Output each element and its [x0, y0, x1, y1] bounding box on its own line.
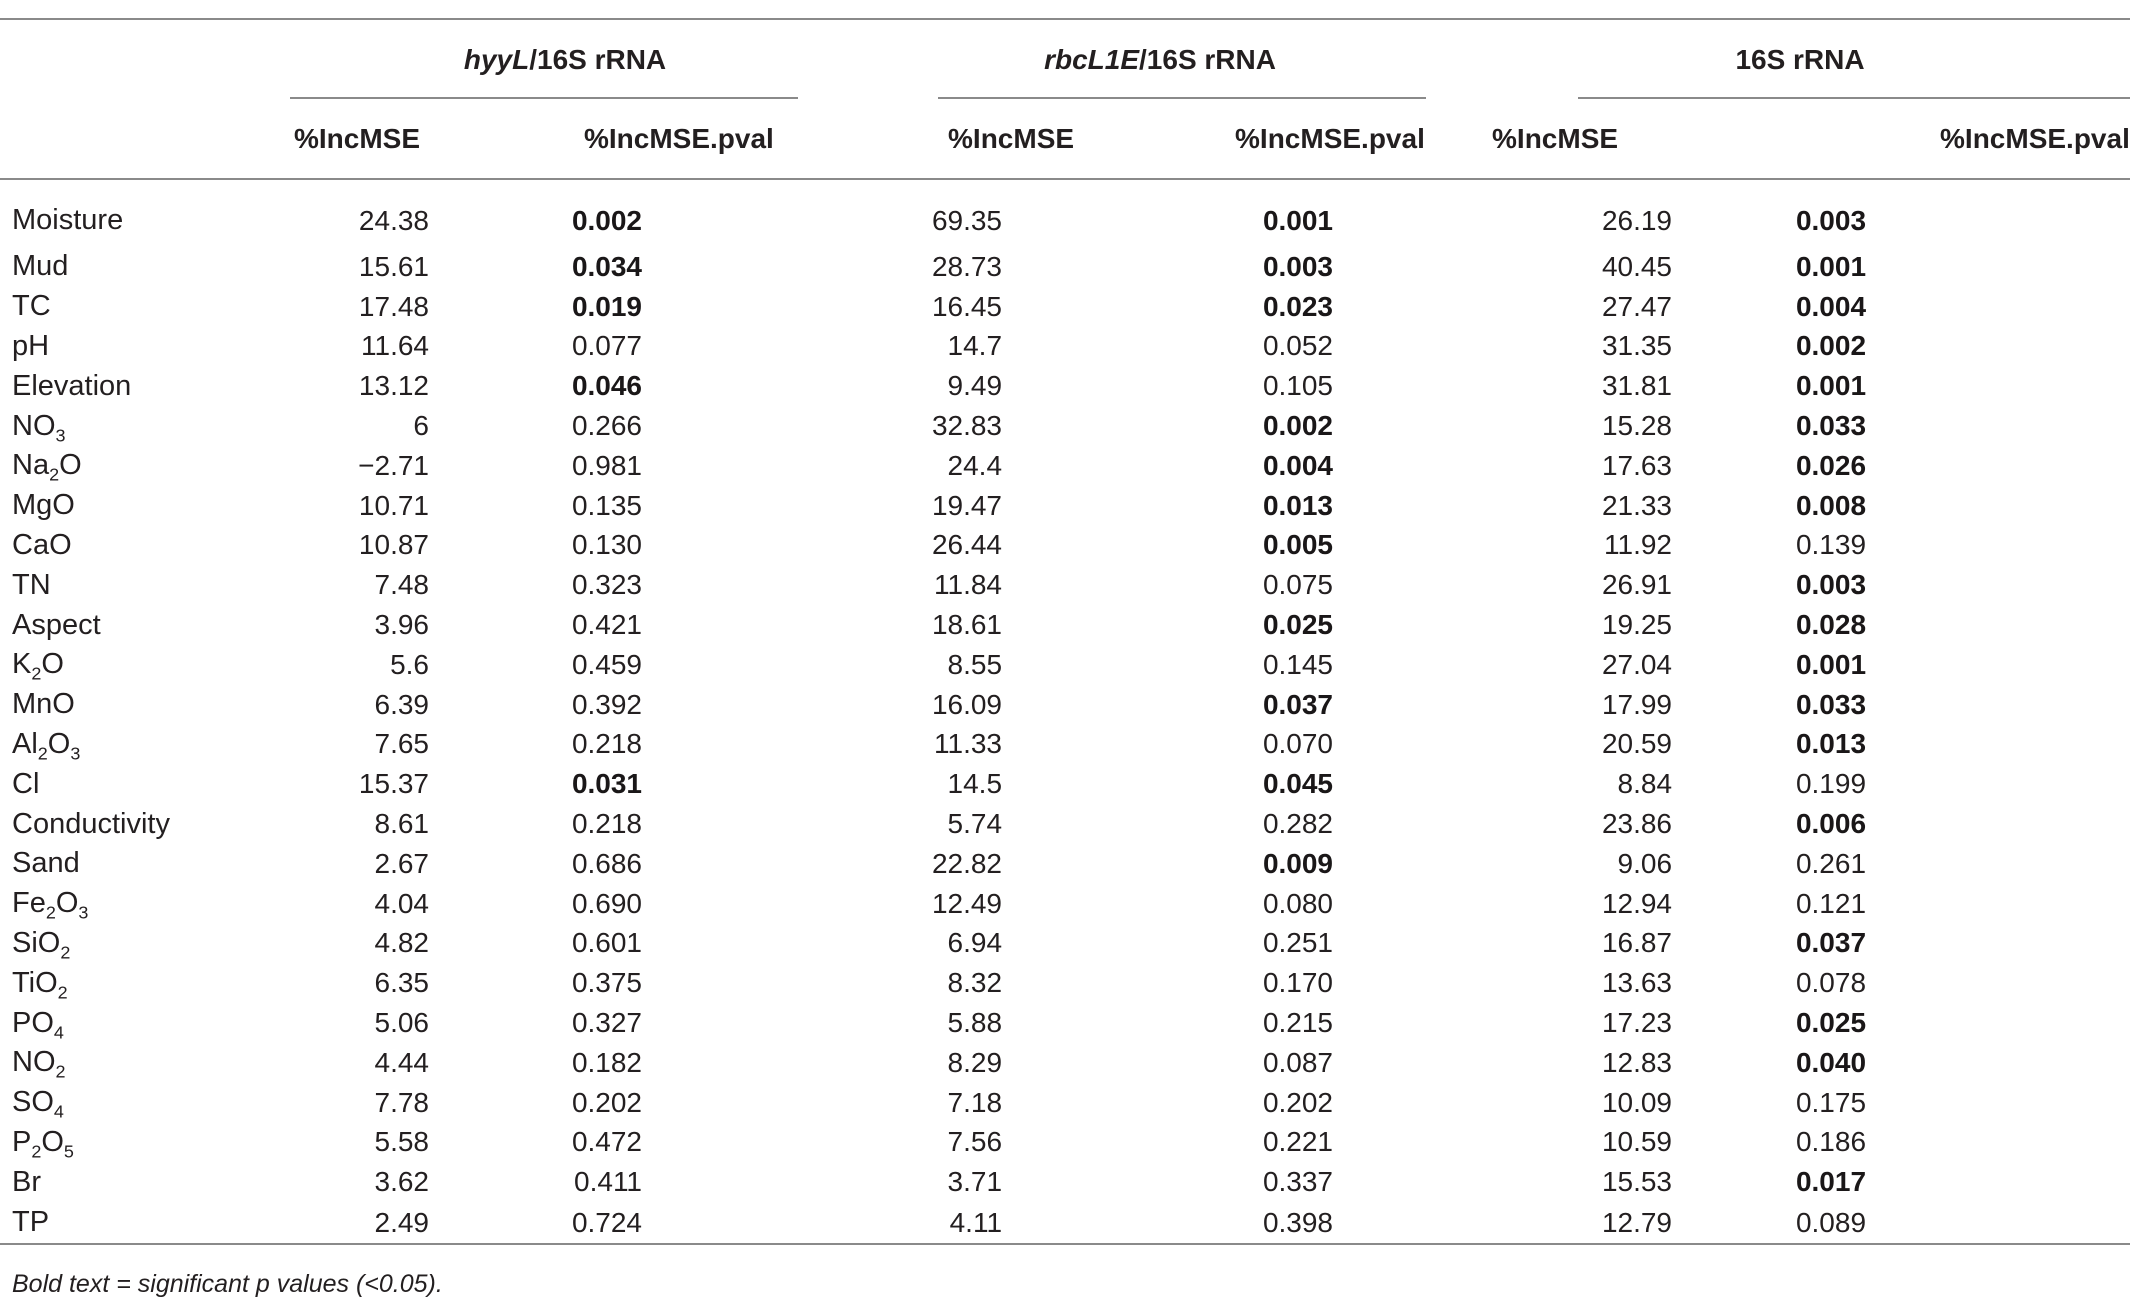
table-row: [0, 486, 2130, 526]
group-rule-16s: [1578, 97, 2130, 99]
table-row: [0, 804, 2130, 844]
cell-rrna-pval: 0.040: [1795, 1046, 1867, 1078]
cell-hyyl-incmse: 24.38: [358, 204, 429, 236]
cell-hyyl-incmse: 3.96: [374, 609, 429, 641]
gene-name-hyyl: hyyL: [463, 44, 530, 75]
cell-hyyl-incmse: 8.61: [374, 808, 429, 840]
cell-rbcl1e-incmse: 7.56: [947, 1126, 1003, 1158]
cell-hyyl-pval: 0.601: [571, 927, 643, 959]
cell-hyyl-incmse: 5.06: [374, 1007, 429, 1039]
cell-rbcl1e-incmse: 16.09: [931, 688, 1003, 720]
cell-rbcl1e-pval: 0.004: [1262, 449, 1334, 481]
row-label: Cl: [12, 767, 40, 800]
cell-rrna-incmse: 12.83: [1601, 1046, 1673, 1078]
cell-rbcl1e-pval: 0.202: [1262, 1086, 1334, 1118]
row-label: $SO_4$: [12, 1086, 64, 1122]
table-footnote: Bold text = significant p values (<0.05).: [12, 1270, 443, 1298]
cell-rbcl1e-incmse: 5.88: [947, 1007, 1003, 1039]
cell-rbcl1e-pval: 0.037: [1262, 688, 1334, 720]
table-row: [0, 366, 2130, 406]
table-row: [0, 963, 2130, 1003]
cell-rbcl1e-incmse: 19.47: [931, 489, 1003, 521]
cell-rrna-pval: 0.026: [1795, 449, 1867, 481]
cell-rrna-incmse: 11.92: [1604, 529, 1673, 561]
cell-rrna-incmse: 12.94: [1601, 887, 1673, 919]
cell-rrna-pval: 0.078: [1795, 967, 1867, 999]
row-label: TiO$_2$: [12, 966, 68, 1003]
table-row: [0, 526, 2130, 566]
cell-hyyl-pval: 0.202: [571, 1086, 643, 1118]
cell-rrna-pval: 0.003: [1795, 569, 1867, 601]
cell-rbcl1e-incmse: 9.49: [947, 370, 1003, 402]
row-label: MnO: [12, 688, 75, 721]
subheader-16s-incmse: %IncMSE: [1492, 123, 1619, 154]
header-blank: [0, 100, 250, 179]
cell-rbcl1e-incmse: 14.5: [947, 768, 1003, 800]
cell-hyyl-incmse: −2.71: [358, 449, 429, 481]
cell-rrna-incmse: 12.79: [1601, 1206, 1673, 1238]
cell-rbcl1e-incmse: 11.84: [934, 569, 1003, 601]
row-label: $PO_4$: [12, 1006, 64, 1042]
cell-rrna-incmse: 27.04: [1601, 648, 1673, 680]
table-row: [0, 1202, 2130, 1244]
cell-hyyl-incmse: 17.48: [358, 290, 429, 322]
subheader-hyyl-incmse: %IncMSE: [294, 123, 421, 154]
cell-rbcl1e-incmse: 8.55: [947, 648, 1003, 680]
cell-rrna-pval: 0.033: [1795, 410, 1867, 442]
cell-rrna-incmse: 19.25: [1601, 609, 1673, 641]
cell-rbcl1e-pval: 0.337: [1262, 1166, 1334, 1198]
cell-rrna-incmse: 26.19: [1601, 204, 1673, 236]
row-label: Conductivity: [12, 807, 170, 840]
cell-hyyl-incmse: 6.35: [374, 967, 429, 999]
cell-rbcl1e-pval: 0.070: [1262, 728, 1334, 760]
cell-hyyl-incmse: 5.6: [390, 648, 429, 680]
group-header-16s: [1470, 19, 2130, 100]
cell-rrna-incmse: 26.91: [1601, 569, 1673, 601]
table-row: [0, 179, 2130, 247]
row-label: $Na_2O$: [12, 449, 82, 485]
cell-rbcl1e-incmse: 26.44: [931, 529, 1003, 561]
cell-hyyl-pval: 0.981: [571, 449, 643, 481]
cell-hyyl-incmse: 2.67: [374, 847, 429, 879]
cell-hyyl-pval: 0.375: [571, 967, 643, 999]
group-rule-rbcl1e: [938, 97, 1426, 99]
cell-hyyl-incmse: 10.87: [358, 529, 429, 561]
cell-hyyl-pval: 0.019: [571, 290, 643, 322]
subheader-rbcl1e-pval: %IncMSE.pval: [1235, 123, 1425, 154]
row-label: pH: [12, 329, 50, 362]
cell-rrna-incmse: 15.53: [1601, 1166, 1673, 1198]
cell-rrna-pval: 0.175: [1795, 1086, 1867, 1118]
cell-rbcl1e-incmse: 22.82: [931, 847, 1003, 879]
cell-hyyl-pval: 0.421: [571, 609, 643, 641]
importance-table: [0, 18, 2130, 1245]
cell-rrna-pval: 0.199: [1795, 768, 1867, 800]
cell-hyyl-incmse: 13.12: [358, 370, 429, 402]
cell-rbcl1e-pval: 0.282: [1262, 808, 1334, 840]
cell-rbcl1e-pval: 0.075: [1262, 569, 1334, 601]
cell-hyyl-incmse: 6: [413, 410, 429, 442]
cell-hyyl-pval: 0.266: [571, 410, 643, 442]
row-label: $P_2O_5$: [12, 1125, 74, 1162]
cell-hyyl-pval: 0.135: [571, 489, 643, 521]
cell-hyyl-pval: 0.392: [571, 688, 643, 720]
row-label: Moisture: [12, 204, 124, 236]
cell-rbcl1e-pval: 0.087: [1262, 1046, 1334, 1078]
cell-rrna-pval: 0.033: [1795, 688, 1867, 720]
table-row: [0, 924, 2130, 964]
cell-rbcl1e-incmse: 8.32: [947, 967, 1003, 999]
cell-rbcl1e-pval: 0.002: [1262, 410, 1334, 442]
cell-rbcl1e-incmse: 69.35: [931, 204, 1003, 236]
table-row: [0, 884, 2130, 924]
row-label: $NO_3$: [12, 409, 66, 445]
row-label: TC: [12, 290, 51, 323]
cell-hyyl-pval: 0.218: [571, 728, 643, 760]
cell-rbcl1e-incmse: 6.94: [947, 927, 1003, 959]
cell-rrna-pval: 0.013: [1795, 728, 1867, 760]
cell-hyyl-incmse: 11.64: [361, 330, 429, 362]
cell-rbcl1e-pval: 0.080: [1262, 887, 1334, 919]
cell-rbcl1e-incmse: 3.71: [947, 1166, 1003, 1198]
table-row: [0, 605, 2130, 645]
cell-rrna-incmse: 10.59: [1601, 1126, 1673, 1158]
cell-rrna-pval: 0.037: [1795, 927, 1867, 959]
table-row: [0, 1123, 2130, 1163]
cell-rrna-pval: 0.001: [1795, 250, 1867, 282]
cell-rbcl1e-pval: 0.005: [1262, 529, 1334, 561]
cell-rbcl1e-incmse: 4.11: [949, 1206, 1003, 1238]
row-label: $Al_2O_3$: [12, 727, 81, 764]
cell-rrna-pval: 0.006: [1795, 808, 1867, 840]
table-body: [0, 179, 2130, 1244]
subheader-16s-pval: %IncMSE.pval: [1940, 123, 2130, 154]
cell-rbcl1e-incmse: 28.73: [931, 250, 1003, 282]
cell-rrna-pval: 0.017: [1795, 1166, 1867, 1198]
group-suffix: /16S rRNA: [1139, 44, 1276, 75]
cell-rrna-incmse: 31.81: [1601, 370, 1673, 402]
cell-rbcl1e-pval: 0.001: [1262, 204, 1334, 236]
cell-rrna-pval: 0.089: [1795, 1206, 1867, 1238]
table-row: [0, 1043, 2130, 1083]
table-row: [0, 764, 2130, 804]
cell-hyyl-pval: 0.327: [571, 1007, 643, 1039]
row-label: TN: [12, 568, 51, 601]
cell-hyyl-pval: 0.724: [571, 1206, 643, 1238]
row-label: TP: [12, 1206, 50, 1239]
table-row: [0, 287, 2130, 327]
table-row: [0, 1003, 2130, 1043]
cell-rrna-incmse: 27.47: [1601, 290, 1673, 322]
group-header-rbcl1e: [840, 19, 1470, 100]
cell-hyyl-pval: 0.130: [571, 529, 643, 561]
cell-rrna-incmse: 31.35: [1601, 330, 1673, 362]
cell-hyyl-pval: 0.031: [571, 768, 643, 800]
cell-rrna-pval: 0.025: [1795, 1007, 1867, 1039]
cell-rbcl1e-pval: 0.105: [1262, 370, 1334, 402]
cell-rbcl1e-pval: 0.025: [1262, 609, 1334, 641]
cell-rbcl1e-incmse: 18.61: [931, 609, 1003, 641]
table-row: [0, 725, 2130, 765]
row-label: Sand: [12, 847, 80, 880]
cell-rrna-incmse: 16.87: [1601, 927, 1673, 959]
cell-rrna-incmse: 17.23: [1601, 1007, 1673, 1039]
cell-rrna-incmse: 9.06: [1617, 847, 1673, 879]
cell-rbcl1e-pval: 0.003: [1262, 250, 1334, 282]
cell-hyyl-incmse: 10.71: [358, 489, 429, 521]
table-row: [0, 844, 2130, 884]
cell-rbcl1e-pval: 0.023: [1262, 290, 1334, 322]
group-rule-hyyl: [290, 97, 798, 99]
subcolumn-header-row: [0, 100, 2130, 179]
cell-hyyl-pval: 0.182: [571, 1046, 643, 1078]
cell-hyyl-pval: 0.218: [571, 808, 643, 840]
cell-rrna-incmse: 10.09: [1601, 1086, 1673, 1118]
subheader-hyyl-pval: %IncMSE.pval: [584, 123, 774, 154]
cell-hyyl-pval: 0.323: [571, 569, 643, 601]
cell-hyyl-pval: 0.459: [571, 648, 643, 680]
header-blank: [0, 19, 250, 100]
row-label: CaO: [12, 528, 72, 561]
cell-rrna-pval: 0.004: [1795, 290, 1867, 322]
table-row: [0, 565, 2130, 605]
cell-rrna-incmse: 17.99: [1601, 688, 1673, 720]
cell-rrna-incmse: 17.63: [1601, 449, 1673, 481]
cell-rrna-pval: 0.139: [1795, 529, 1867, 561]
cell-hyyl-incmse: 4.44: [374, 1046, 429, 1078]
cell-rrna-pval: 0.001: [1795, 648, 1867, 680]
cell-rbcl1e-pval: 0.145: [1262, 648, 1334, 680]
cell-rrna-pval: 0.121: [1795, 887, 1867, 919]
cell-hyyl-pval: 0.002: [571, 204, 643, 236]
cell-rbcl1e-incmse: 16.45: [931, 290, 1003, 322]
cell-hyyl-pval: 0.411: [574, 1166, 643, 1198]
table-row: [0, 685, 2130, 725]
cell-hyyl-incmse: 2.49: [374, 1206, 429, 1238]
cell-hyyl-pval: 0.077: [571, 330, 643, 362]
row-label: Aspect: [12, 608, 101, 641]
table-row: [0, 1083, 2130, 1123]
table-row: [0, 406, 2130, 446]
group-header-row: [0, 19, 2130, 100]
cell-rbcl1e-incmse: 5.74: [947, 808, 1003, 840]
cell-rbcl1e-pval: 0.215: [1262, 1007, 1334, 1039]
cell-hyyl-incmse: 5.58: [374, 1126, 429, 1158]
cell-rbcl1e-incmse: 11.33: [934, 728, 1003, 760]
cell-hyyl-incmse: 15.61: [358, 250, 429, 282]
group-header-hyyl: [250, 19, 840, 100]
row-label: $NO_2$: [12, 1046, 66, 1082]
cell-rbcl1e-pval: 0.221: [1262, 1126, 1334, 1158]
row-label: $Fe_2O_3$: [12, 887, 89, 923]
group-suffix: /16S rRNA: [529, 44, 667, 75]
gene-name-rbcl1e: rbcL1E: [1044, 44, 1140, 75]
cell-rbcl1e-incmse: 8.29: [947, 1046, 1003, 1078]
group-suffix: 16S rRNA: [1735, 44, 1865, 75]
row-label: $K_2O$: [12, 648, 64, 684]
cell-rrna-incmse: 20.59: [1601, 728, 1673, 760]
cell-rrna-incmse: 13.63: [1601, 967, 1673, 999]
cell-rrna-incmse: 8.84: [1617, 768, 1673, 800]
table-row: [0, 446, 2130, 486]
cell-rrna-incmse: 23.86: [1601, 808, 1673, 840]
table-row: [0, 1162, 2130, 1202]
row-label: Elevation: [12, 369, 132, 402]
cell-rrna-pval: 0.008: [1795, 489, 1867, 521]
cell-hyyl-incmse: 7.48: [374, 569, 429, 601]
cell-hyyl-incmse: 4.04: [374, 887, 429, 919]
cell-rrna-incmse: 15.28: [1601, 410, 1673, 442]
cell-rbcl1e-incmse: 24.4: [947, 449, 1003, 481]
cell-hyyl-incmse: 7.78: [374, 1086, 429, 1118]
cell-hyyl-incmse: 6.39: [374, 688, 429, 720]
row-label: Br: [12, 1165, 41, 1198]
cell-rrna-pval: 0.028: [1795, 609, 1867, 641]
table-row: [0, 247, 2130, 287]
subheader-rbcl1e-incmse: %IncMSE: [948, 123, 1075, 154]
cell-hyyl-pval: 0.034: [571, 250, 643, 282]
table-row: [0, 327, 2130, 367]
cell-hyyl-incmse: 3.62: [374, 1166, 429, 1198]
cell-rbcl1e-pval: 0.013: [1262, 489, 1334, 521]
row-label: Mud: [12, 250, 69, 283]
cell-hyyl-pval: 0.686: [571, 847, 643, 879]
table-row: [0, 645, 2130, 685]
cell-rbcl1e-incmse: 12.49: [931, 887, 1003, 919]
cell-rbcl1e-incmse: 14.7: [947, 330, 1003, 362]
cell-rrna-pval: 0.186: [1795, 1126, 1867, 1158]
cell-rbcl1e-pval: 0.170: [1262, 967, 1334, 999]
cell-rrna-incmse: 40.45: [1601, 250, 1673, 282]
cell-rrna-incmse: 21.33: [1601, 489, 1673, 521]
cell-rrna-pval: 0.003: [1795, 204, 1867, 236]
cell-hyyl-pval: 0.472: [571, 1126, 643, 1158]
cell-rrna-pval: 0.002: [1795, 330, 1867, 362]
cell-hyyl-incmse: 7.65: [374, 728, 429, 760]
cell-rbcl1e-incmse: 32.83: [931, 410, 1003, 442]
cell-hyyl-pval: 0.690: [571, 887, 643, 919]
cell-rbcl1e-incmse: 7.18: [947, 1086, 1003, 1118]
cell-rbcl1e-pval: 0.251: [1262, 927, 1334, 959]
cell-rbcl1e-pval: 0.398: [1262, 1206, 1334, 1238]
cell-hyyl-incmse: 15.37: [358, 768, 429, 800]
cell-hyyl-incmse: 4.82: [374, 927, 429, 959]
cell-rrna-pval: 0.001: [1795, 370, 1867, 402]
cell-hyyl-pval: 0.046: [571, 370, 643, 402]
cell-rbcl1e-pval: 0.052: [1262, 330, 1334, 362]
cell-rbcl1e-pval: 0.045: [1262, 768, 1334, 800]
row-label: MgO: [12, 489, 75, 522]
cell-rbcl1e-pval: 0.009: [1262, 847, 1334, 879]
row-label: SiO$_2$: [12, 926, 71, 963]
cell-rrna-pval: 0.261: [1795, 847, 1867, 879]
